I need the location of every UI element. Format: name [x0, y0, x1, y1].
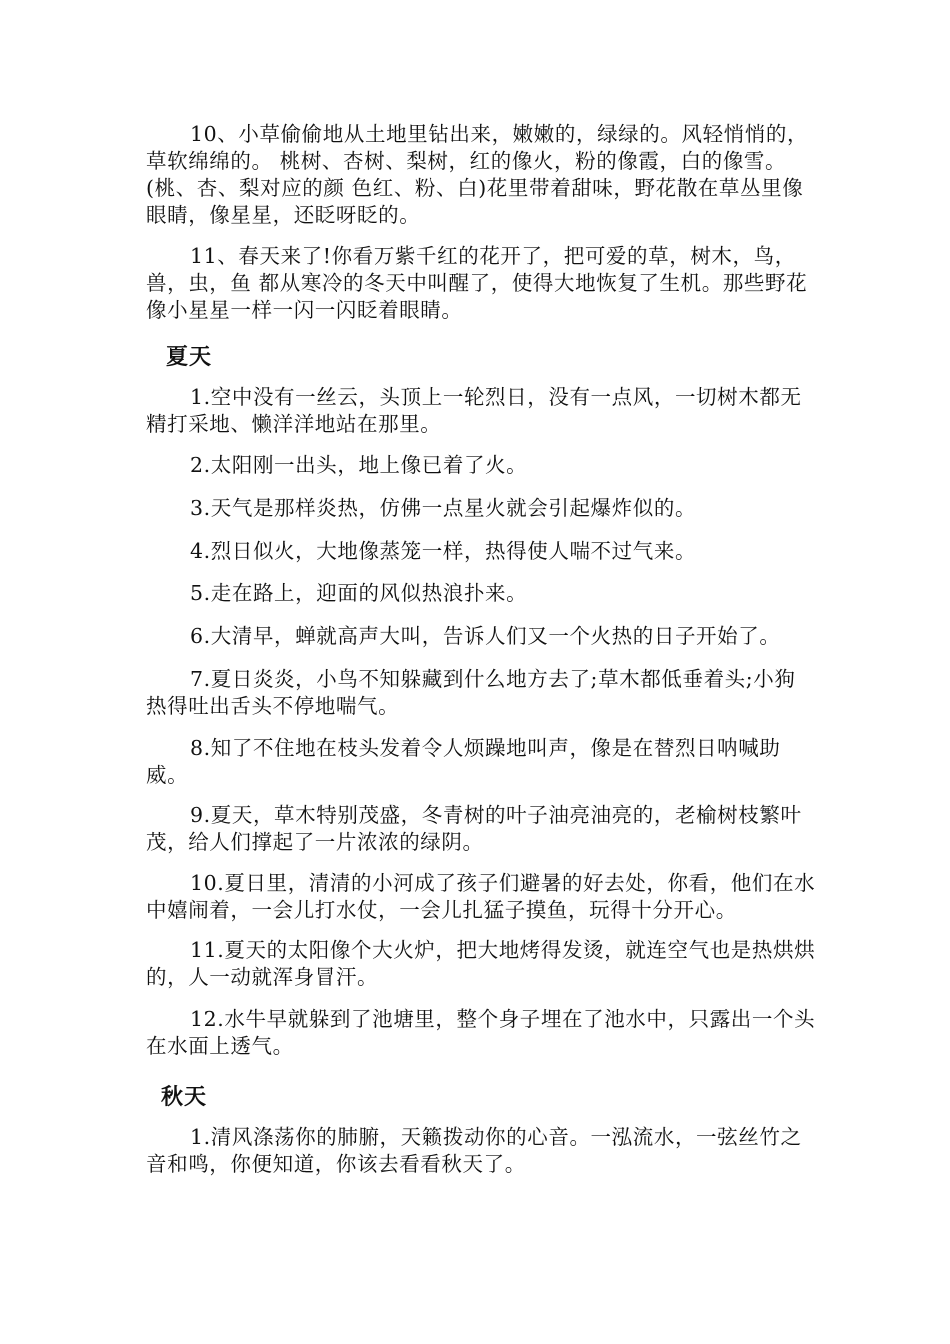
autumn-item-1: 1.清风涤荡你的肺腑，天籁拨动你的心音。一泓流水，一弦丝竹之音和鸣，你便知道，你该去看看秋天了。	[146, 1125, 802, 1176]
summer-item-7: 7.夏日炎炎，小鸟不知躲藏到什么地方去了;草木都低垂着头;小狗热得吐出舌头不停地喘气。	[146, 667, 796, 718]
summer-item-1: 1.空中没有一丝云，头顶上一轮烈日，没有一点风，一切树木都无精打采地、懒洋洋地站在那里。	[146, 385, 802, 436]
summer-item-10: 10.夏日里，清清的小河成了孩子们避暑的好去处，你看，他们在水中嬉闹着，一会儿打水仗，一会儿扎猛子摸鱼，玩得十分开心。	[146, 871, 816, 922]
summer-item-11: 11.夏天的太阳像个大火炉，把大地烤得发烫，就连空气也是热烘烘的，人一动就浑身冒汗。	[146, 938, 816, 989]
summer-item-9: 9.夏天，草木特别茂盛，冬青树的叶子油亮油亮的，老榆树枝繁叶茂，给人们撑起了一片浓浓的绿阴。	[146, 803, 802, 854]
summer-item-5: 5.走在路上，迎面的风似热浪扑来。	[190, 581, 528, 605]
spring-item-11: 11、春天来了!你看万紫千红的花开了，把可爱的草，树木，鸟，兽，虫，鱼 都从寒冷的冬天中叫醒了，使得大地恢复了生机。那些野花像小星星一样一闪一闪眨着眼睛。	[146, 244, 808, 322]
summer-item-3: 3.天气是那样炎热，仿佛一点星火就会引起爆炸似的。	[190, 496, 697, 520]
summer-item-6: 6.大清早，蝉就高声大叫，告诉人们又一个火热的日子开始了。	[190, 624, 781, 648]
summer-item-2: 2.太阳刚一出头，地上像已着了火。	[190, 453, 528, 477]
summer-item-4: 4.烈日似火，大地像蒸笼一样，热得使人喘不过气来。	[190, 539, 697, 563]
summer-heading: 夏天	[166, 345, 213, 370]
summer-item-8: 8.知了不住地在枝头发着令人烦躁地叫声，像是在替烈日呐喊助威。	[146, 736, 781, 787]
autumn-heading: 秋天	[161, 1085, 208, 1110]
summer-item-12: 12.水牛早就躲到了池塘里，整个身子埋在了池水中，只露出一个头在水面上透气。	[146, 1007, 816, 1058]
spring-item-10: 10、小草偷偷地从土地里钻出来，嫩嫩的，绿绿的。风轻悄悄的，草软绵绵的。 桃树、杏树、梨树，红的像火，粉的像霞，白的像雪。(桃、杏、梨对应的颜 色红、粉、白)花里带着甜味，野花散在草丛里像眼睛，像星星，还眨呀眨的。	[146, 122, 809, 227]
